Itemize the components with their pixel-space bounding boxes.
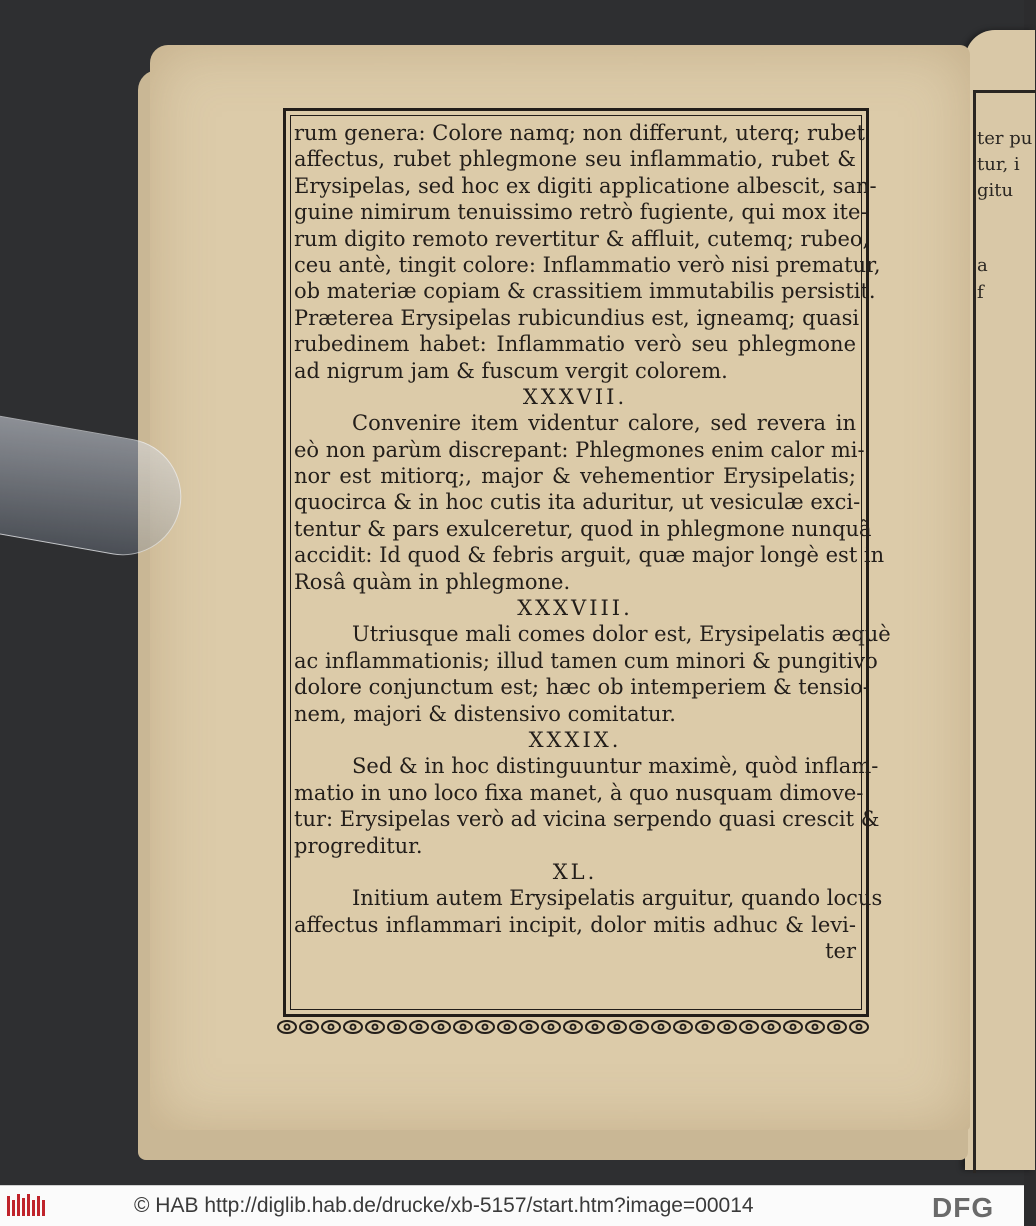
dfg-logo: DFG: [932, 1192, 995, 1223]
text-line: Initium autem Erysipelatis arguitur, quando locus: [352, 886, 883, 911]
facing-page: [965, 30, 1035, 1170]
text-line: affectus, rubet phlegmone seu inflammatio, rubet &: [294, 147, 856, 172]
text-line: Utriusque mali comes dolor est, Erysipelatis æquè: [352, 622, 891, 647]
catchword: ter: [825, 939, 856, 964]
section-heading: XXXIX.: [528, 727, 622, 752]
text-line: accidit: Id quod & febris arguit, quæ major longè est in: [294, 543, 885, 568]
viewer-footer: [0, 1185, 1024, 1226]
text-line: ac inflammationis; illud tamen cum minori & pungitivo: [294, 648, 878, 673]
section-heading: XXXVII.: [522, 384, 628, 409]
text-line: eò non parùm discrepant: Phlegmones enim calor mi-: [294, 437, 865, 462]
section-heading: XL.: [552, 859, 598, 884]
facing-page-fragment: gitu: [977, 180, 1014, 201]
text-line: tur: Erysipelas verò ad vicina serpendo quasi crescit &: [294, 807, 880, 832]
text-line: rum genera: Colore namq; non differunt, uterq; rubet: [294, 121, 865, 145]
facing-page-fragment: tur, i: [977, 154, 1020, 175]
text-line: nor est mitiorq;, major & vehementior Erysipelatis;: [294, 464, 856, 489]
text-line: ad nigrum jam & fuscum vergit colorem.: [294, 358, 728, 383]
ornament-border: [268, 1015, 870, 1039]
text-line: Convenire item videntur calore, sed revera in: [352, 411, 856, 436]
text-line: rum digito remoto revertitur & affluit, cutemq; rubeo,: [294, 226, 870, 251]
facing-page-frame: [973, 90, 1036, 1173]
text-line: Præterea Erysipelas rubicundius est, igneamq; quasi: [294, 305, 860, 330]
page-text-block: [294, 120, 891, 965]
facing-page-fragment: ter pu: [977, 128, 1033, 149]
facing-page-fragment: a: [977, 255, 988, 276]
text-line: Sed & in hoc distinguuntur maximè, quòd inflam-: [352, 754, 879, 779]
text-line: Rosâ quàm in phlegmone.: [294, 569, 571, 594]
hab-logo-icon: [6, 1192, 46, 1220]
facing-page-fragment: f: [977, 282, 984, 303]
section-heading: XXXVIII.: [517, 596, 633, 621]
text-line: guine nimirum tenuissimo retrò fugiente, qui mox ite-: [294, 200, 868, 225]
text-line: dolore conjunctum est; hæc ob intemperiem & tensio-: [294, 675, 870, 700]
text-line: rubedinem habet: Inflammatio verò seu phlegmone: [294, 332, 856, 357]
text-line: quocirca & in hoc cutis ita aduritur, ut vesiculæ exci-: [294, 490, 861, 515]
text-line: matio in uno loco fixa manet, à quo nusquam dimove-: [294, 780, 864, 805]
text-line: affectus inflammari incipit, dolor mitis adhuc & levi-: [294, 912, 856, 937]
text-line: progreditur.: [294, 833, 423, 858]
text-line: ob materiæ copiam & crassitiem immutabilis persistit.: [294, 279, 876, 304]
text-line: ceu antè, tingit colore: Inflammatio verò nisi prematur,: [294, 252, 881, 277]
text-line: Erysipelas, sed hoc ex digiti applicatione albescit, san-: [294, 173, 877, 198]
text-line: tentur & pars exulceretur, quod in phlegmone nunquã: [294, 516, 872, 541]
text-line: nem, majori & distensivo comitatur.: [294, 701, 676, 726]
source-url-link[interactable]: © HAB http://diglib.hab.de/drucke/xb-5157/start.htm?image=00014: [134, 1194, 754, 1217]
